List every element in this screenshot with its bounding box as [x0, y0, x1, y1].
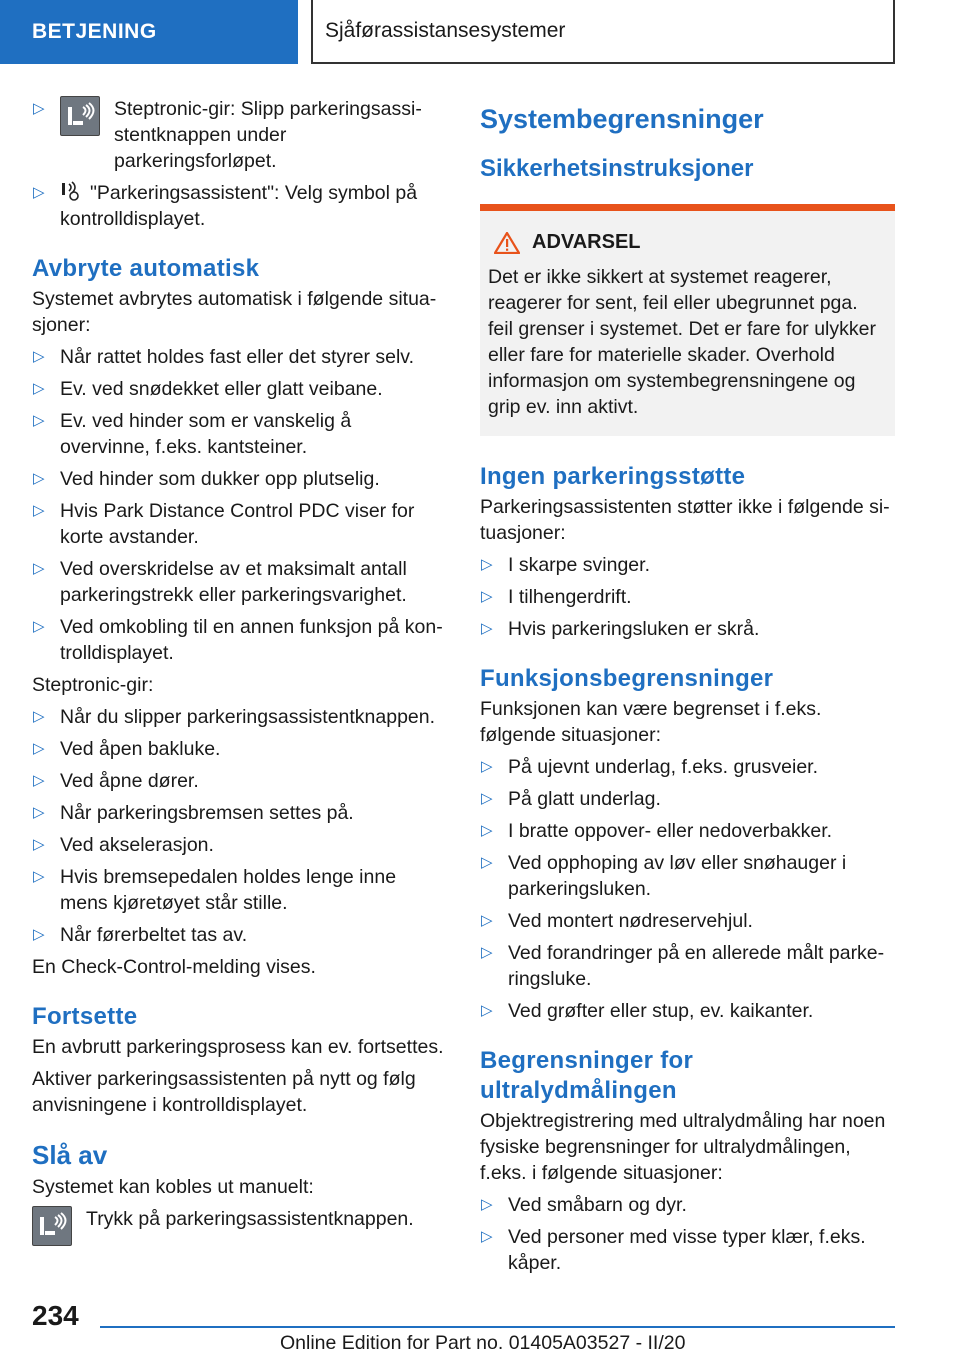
list-item: ▷ På glatt underlag.: [481, 788, 661, 810]
function-limit-list: [480, 754, 895, 1024]
list-item: ▷ Ved opphoping av løv eller snøhauger i parkeringsluken.: [481, 852, 847, 900]
bullet-icon: ▷: [33, 740, 45, 757]
bullet-icon: ▷: [33, 470, 45, 487]
heading-ingen: Ingen parkeringsstøtte: [480, 463, 746, 490]
page-number: 234: [32, 1300, 79, 1331]
list-item: ▷ Ev. ved snødekket eller glatt veibane.: [33, 378, 383, 400]
bullet-icon: ▷: [33, 560, 45, 577]
paragraph: Parkeringsassistenten støtter ikke i følgende situasjoner:: [480, 496, 890, 544]
bullet-icon: ▷: [33, 804, 45, 821]
list-item: ▷ I tilhengerdrift.: [481, 586, 632, 608]
section-subtitle: Sikkerhetsinstruksjoner: [480, 155, 754, 182]
list-item: ▷ Hvis Park Distance Control PDC viser for korte avstander.: [33, 500, 415, 548]
paragraph: Objektregistrering med ultralydmåling har noen fysiske begrensninger for ultralydmålingen, f.eks. i følgende situasjoner:: [480, 1110, 886, 1184]
list-item: ▷ Ved hinder som dukker opp plutselig.: [33, 468, 380, 490]
heading-ultralyd: Begrensninger for ultralydmålingen: [480, 1047, 694, 1104]
section-title: Systembegrensninger: [480, 104, 764, 134]
list-item: ▷ Ved småbarn og dyr.: [481, 1194, 687, 1216]
step-text: "Parkeringsassistent": Velg symbol på kontrolldisplayet.: [60, 182, 418, 230]
bullet-icon: ▷: [481, 1228, 493, 1245]
bullet-icon: ▷: [481, 822, 493, 839]
paragraph: En Check-Control-melding vises.: [32, 956, 316, 978]
no-support-list: [480, 552, 895, 642]
bullet-icon: ▷: [481, 912, 493, 929]
list-item: ▷ Ved montert nødreservehjul.: [481, 910, 753, 932]
list-item: [32, 180, 446, 232]
bullet-icon: ▷: [33, 100, 45, 117]
paragraph: Aktiver parkeringsassistenten på nytt og følg anvisningene i kontrolldisplayet.: [32, 1068, 416, 1116]
parking-assistant-button-icon: [60, 96, 100, 136]
bullet-icon: ▷: [33, 412, 45, 429]
bullet-icon: ▷: [33, 772, 45, 789]
list-item: ▷ Når rattet holdes fast eller det styrer selv.: [33, 346, 415, 368]
heading-avbryte: Avbryte automatisk: [32, 255, 260, 282]
step-text: Trykk på parkeringsassistentknappen.: [86, 1208, 414, 1230]
heading-sla-av: Slå av: [32, 1140, 108, 1170]
bullet-icon: ▷: [33, 708, 45, 725]
bullet-icon: ▷: [33, 868, 45, 885]
ultrasound-list: [480, 1192, 895, 1276]
list-item: ▷ Hvis parkeringsluken er skrå.: [481, 618, 760, 640]
warning-label: ADVARSEL: [532, 231, 641, 253]
bullet-icon: ▷: [33, 926, 45, 943]
list-item: ▷ Ved omkobling til en annen funksjon på kontrolldisplayet.: [33, 616, 443, 664]
footer-divider: [100, 1326, 895, 1328]
paragraph: Steptronic-gir:: [32, 674, 154, 696]
bullet-icon: ▷: [481, 854, 493, 871]
step-text: Steptronic-gir: Slipp parkeringsassistentknappen under parkeringsforløpet.: [114, 98, 422, 172]
bullet-icon: ▷: [33, 836, 45, 853]
parking-assistant-symbol-icon: [60, 180, 82, 202]
heading-funksjon: Funksjonsbegrensninger: [480, 665, 774, 692]
list-item: ▷ Ved akselerasjon.: [33, 834, 214, 856]
bullet-icon: ▷: [481, 588, 493, 605]
list-item: ▷ Ved forandringer på en allerede målt parkeringsluke.: [481, 942, 885, 990]
list-item: ▷ Ved personer med visse typer klær, f.eks. kåper.: [481, 1226, 866, 1274]
bullet-icon: ▷: [481, 556, 493, 573]
warning-box: [480, 204, 895, 436]
list-item: ▷ Når parkeringsbremsen settes på.: [33, 802, 354, 824]
edition-note: Online Edition for Part no. 01405A03527 - II/20: [280, 1332, 686, 1354]
list-item: ▷ Hvis bremsepedalen holdes lenge inne mens kjøretøyet står stille.: [33, 866, 397, 914]
bullet-icon: ▷: [481, 1002, 493, 1019]
steptronic-list: [32, 704, 446, 948]
bullet-icon: ▷: [33, 184, 45, 201]
list-item: ▷ Ev. ved hinder som er vanskelig å overvinne, f.eks. kantsteiner.: [33, 410, 352, 458]
list-item: ▷ Når førerbeltet tas av.: [33, 924, 248, 946]
paragraph: Systemet avbrytes automatisk i følgende situasjoner:: [32, 288, 437, 336]
warning-text: Det er ikke sikkert at systemet reagerer, reagerer for sent, feil eller ubegrunnet pga. feil grenser i systemet. Det er fare for ulykker eller fare for materielle skader. Overhold informasjon om systembegrensningene og grip ev. inn aktivt.: [488, 266, 876, 418]
list-item: ▷ Når du slipper parkeringsassistentknappen.: [33, 706, 436, 728]
switch-off-step: [32, 1206, 446, 1246]
bullet-icon: ▷: [481, 1196, 493, 1213]
right-column: [480, 96, 895, 1282]
paragraph: Funksjonen kan være begrenset i f.eks. følgende situasjoner:: [480, 698, 822, 746]
bullet-icon: ▷: [33, 380, 45, 397]
chapter-title: Sjåførassistansesystemer: [311, 0, 895, 64]
abort-list: [32, 344, 446, 666]
list-item: ▷ I bratte oppover- eller nedoverbakker.: [481, 820, 833, 842]
bullet-icon: ▷: [481, 758, 493, 775]
bullet-icon: ▷: [481, 620, 493, 637]
section-tab: BETJENING: [0, 0, 298, 64]
bullet-icon: ▷: [33, 618, 45, 635]
list-item: [32, 96, 446, 174]
list-item: ▷ Ved grøfter eller stup, ev. kaikanter.: [481, 1000, 814, 1022]
list-item: ▷ I skarpe svinger.: [481, 554, 650, 576]
top-step-list: [32, 96, 446, 232]
bullet-icon: ▷: [33, 502, 45, 519]
heading-fortsette: Fortsette: [32, 1003, 138, 1030]
left-column: [32, 96, 446, 1246]
list-item: ▷ Ved overskridelse av et maksimalt antall parkeringstrekk eller parkeringsvarighet.: [33, 558, 407, 606]
list-item: ▷ På ujevnt underlag, f.eks. grusveier.: [481, 756, 819, 778]
paragraph: Systemet kan kobles ut manuelt:: [32, 1176, 314, 1198]
warning-triangle-icon: [494, 232, 520, 254]
bullet-icon: ▷: [481, 944, 493, 961]
parking-assistant-button-icon: [32, 1206, 72, 1246]
list-item: ▷ Ved åpen bakluke.: [33, 738, 221, 760]
bullet-icon: ▷: [33, 348, 45, 365]
bullet-icon: ▷: [481, 790, 493, 807]
paragraph: En avbrutt parkeringsprosess kan ev. fortsettes.: [32, 1036, 444, 1058]
warning-title: [488, 231, 887, 254]
list-item: ▷ Ved åpne dører.: [33, 770, 199, 792]
